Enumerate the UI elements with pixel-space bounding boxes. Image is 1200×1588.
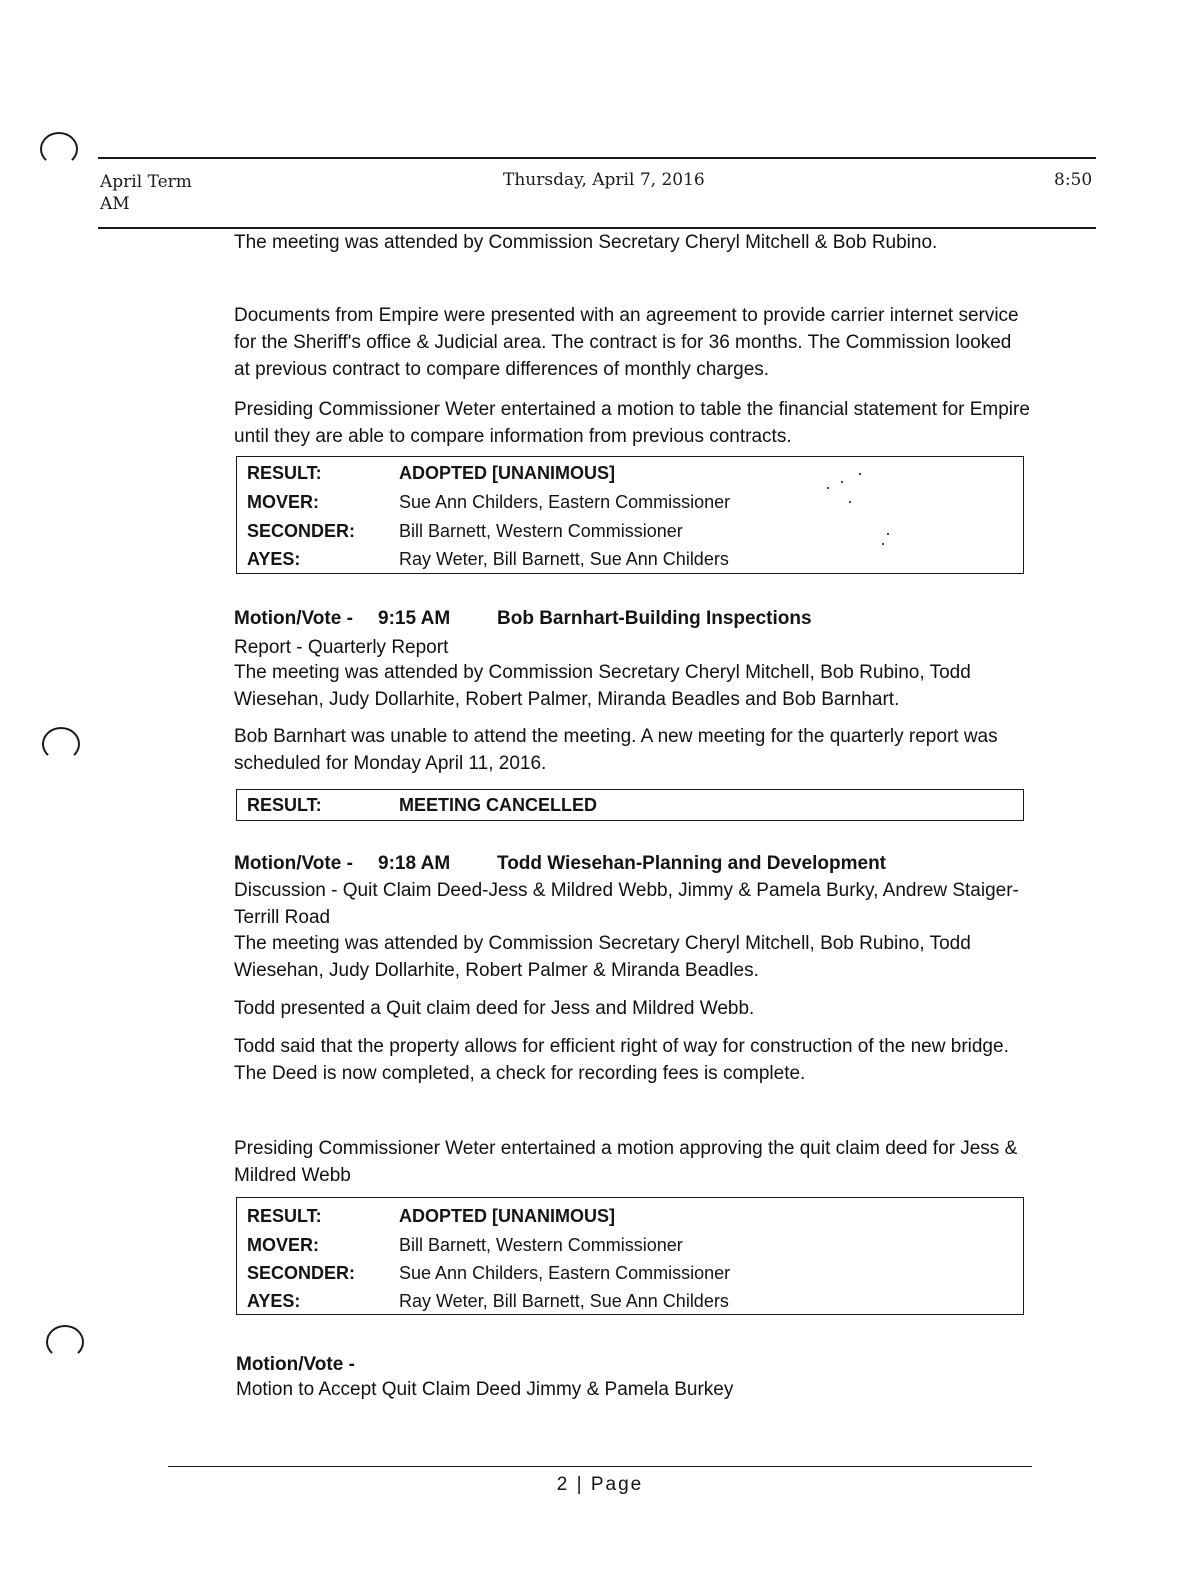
mover-value: Bill Barnett, Western Commissioner bbox=[399, 1235, 683, 1255]
result-box-webb bbox=[236, 1197, 1024, 1315]
page-number: 2 | Page bbox=[556, 1474, 644, 1495]
motion-paragraph-3: Presiding Commissioner Weter entertained a motion approving the quit claim deed for Jess & Mildred Webb bbox=[234, 1138, 1018, 1186]
punch-hole-top bbox=[40, 132, 78, 166]
attendance-paragraph-2: The meeting was attended by Commission Secretary Cheryl Mitchell, Bob Rubino, Todd Wiesehan, Judy Dollarhite, Robert Palmer, Miranda Beadles and Bob Barnhart. bbox=[234, 662, 971, 710]
documents-paragraph: Documents from Empire were presented with an agreement to provide carrier internet service for the Sheriff's office & Judicial area. The contract is for 36 months. The Commission looked at previous contract to compare differences of monthly charges. bbox=[234, 305, 1019, 380]
discussion-subtitle: Discussion - Quit Claim Deed-Jess & Mildred Webb, Jimmy & Pamela Burky, Andrew Staiger-Terrill Road bbox=[234, 880, 1019, 928]
result-value: MEETING CANCELLED bbox=[399, 795, 597, 815]
motion-vote-heading-4: Motion/Vote - bbox=[236, 1354, 355, 1375]
ayes-value: Ray Weter, Bill Barnett, Sue Ann Childers bbox=[399, 549, 729, 569]
motion-vote-heading-2 bbox=[234, 605, 353, 632]
burkey-motion-text: Motion to Accept Quit Claim Deed Jimmy & Pamela Burkey bbox=[236, 1379, 734, 1400]
motion-title-3: Todd Wiesehan-Planning and Development bbox=[497, 853, 887, 874]
mover-value: Sue Ann Childers, Eastern Commissioner bbox=[399, 492, 731, 512]
seconder-value: Sue Ann Childers, Eastern Commissioner bbox=[399, 1263, 731, 1283]
mover-label: MOVER: bbox=[247, 1235, 319, 1255]
mover-label: MOVER: bbox=[247, 492, 319, 512]
result-value: ADOPTED [UNANIMOUS] bbox=[399, 1206, 615, 1226]
result-value: ADOPTED [UNANIMOUS] bbox=[399, 463, 615, 483]
scan-speck bbox=[887, 533, 889, 535]
scan-speck bbox=[882, 543, 884, 545]
seconder-label: SECONDER: bbox=[247, 521, 356, 541]
header-date: Thursday, April 7, 2016 bbox=[503, 170, 705, 190]
header-term: April Term bbox=[100, 172, 192, 192]
ayes-value: Ray Weter, Bill Barnett, Sue Ann Childers bbox=[399, 1291, 729, 1311]
motion-vote-heading-3: Motion/Vote - bbox=[234, 853, 353, 874]
result-box-cancelled bbox=[236, 789, 1024, 821]
scan-speck bbox=[849, 501, 851, 503]
todd-said-paragraph: Todd said that the property allows for efficient right of way for construction of the new bridge. The Deed is now completed, a check for recording fees is complete. bbox=[234, 1036, 1009, 1084]
punch-hole-middle bbox=[42, 727, 80, 761]
report-subtitle: Report - Quarterly Report bbox=[234, 637, 449, 658]
motion-time-2: 9:15 AM bbox=[378, 608, 451, 629]
result-box-empire bbox=[236, 456, 1024, 574]
footer-rule bbox=[168, 1466, 1032, 1467]
barnhart-note: Bob Barnhart was unable to attend the meeting. A new meeting for the quarterly report was scheduled for Monday April 11, 2016. bbox=[234, 726, 998, 774]
motion-time-3: 9:18 AM bbox=[378, 853, 451, 874]
motion-paragraph: Presiding Commissioner Weter entertained a motion to table the financial statement for Empire until they are able to compare information from previous contracts. bbox=[234, 399, 1030, 447]
result-label: RESULT: bbox=[247, 1206, 322, 1226]
scan-speck bbox=[841, 481, 843, 483]
result-label: RESULT: bbox=[247, 795, 322, 815]
attendance-paragraph-3: The meeting was attended by Commission Secretary Cheryl Mitchell, Bob Rubino, Todd Wiesehan, Judy Dollarhite, Robert Palmer & Miranda Beadles. bbox=[234, 933, 971, 981]
punch-hole-bottom bbox=[46, 1325, 84, 1359]
ayes-label: AYES: bbox=[247, 549, 301, 569]
seconder-label: SECONDER: bbox=[247, 1263, 356, 1283]
quit-claim-presented: Todd presented a Quit claim deed for Jess and Mildred Webb. bbox=[234, 998, 755, 1019]
scan-speck bbox=[827, 487, 829, 489]
ayes-label: AYES: bbox=[247, 1291, 301, 1311]
attendance-paragraph: The meeting was attended by Commission Secretary Cheryl Mitchell & Bob Rubino. bbox=[234, 232, 938, 253]
header-top-rule bbox=[98, 157, 1096, 159]
seconder-value: Bill Barnett, Western Commissioner bbox=[399, 521, 683, 541]
motion-title-2: Bob Barnhart-Building Inspections bbox=[497, 608, 812, 629]
header-am: AM bbox=[100, 194, 130, 214]
motion-vote-label: Motion/Vote - bbox=[234, 608, 353, 629]
header-time: 8:50 bbox=[1054, 170, 1093, 190]
result-label: RESULT: bbox=[247, 463, 322, 483]
scan-speck bbox=[859, 473, 861, 475]
